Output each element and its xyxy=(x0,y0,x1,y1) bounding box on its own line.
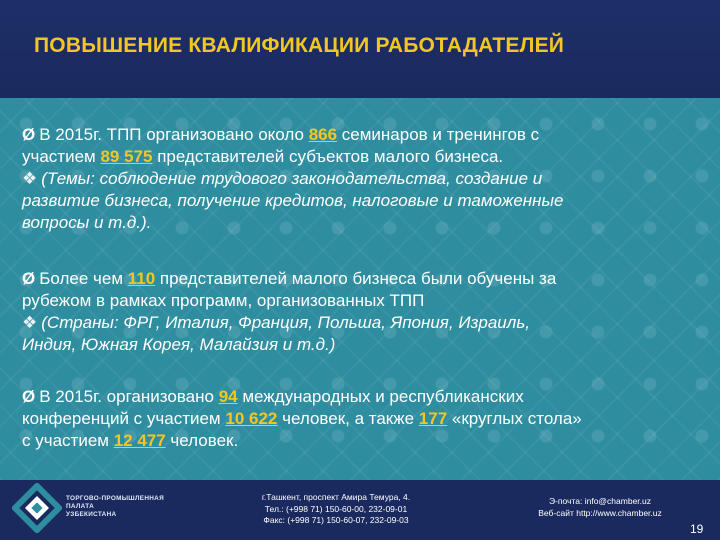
diamond-bullet-icon: ❖ xyxy=(22,169,38,188)
block-1-main-cont: участием 89 575 представителей субъектов малого бизнеса. xyxy=(22,147,504,166)
block-1-sub: ❖ (Темы: соблюдение трудового законодательства, создание и xyxy=(22,169,543,188)
block-3-main-cont: конференций с участием 10 622 человек, а также 177 «круглых стола» xyxy=(22,409,582,428)
trained-abroad-count: 110 xyxy=(127,269,156,288)
footer-website: Веб-сайт http://www.chamber.uz xyxy=(538,507,662,518)
block-2-main-cont: рубежом в рамках программ, организованных ТПП xyxy=(22,291,425,310)
conference-count: 94 xyxy=(218,387,238,406)
arrow-bullet-icon: Ø xyxy=(22,269,36,288)
info-block-2 xyxy=(22,268,686,356)
block-3-main: Ø В 2015г. организовано 94 международных и республиканских xyxy=(22,387,524,406)
round-table-participants: 12 477 xyxy=(113,431,166,450)
block-2-sub: ❖ (Страны: ФРГ, Италия, Франция, Польша, Япония, Израиль, xyxy=(22,313,531,332)
footer-address: г.Ташкент, проспект Амира Темура, 4. Тел.: (+998 71) 150-60-00, 232-09-01 Факс: (+998 71) 150-60-07, 232-09-03 xyxy=(261,492,411,525)
block-2-sub-line-2: Индия, Южная Корея, Малайзия и т.д.) xyxy=(22,335,336,354)
block-1-sub-line-2: развитие бизнеса, получение кредитов, налоговые и таможенные xyxy=(22,191,564,210)
arrow-bullet-icon: Ø xyxy=(22,387,36,406)
conference-participants: 10 622 xyxy=(225,409,278,428)
diamond-bullet-icon: ❖ xyxy=(22,313,38,332)
block-1-main: Ø В 2015г. ТПП организовано около 866 семинаров и тренингов с xyxy=(22,125,540,144)
block-1-sub-line-3: вопросы и т.д.). xyxy=(22,213,152,232)
block-2-main: Ø Более чем 110 представителей малого бизнеса были обучены за xyxy=(22,269,557,288)
chamber-logo-icon xyxy=(12,483,62,533)
info-block-3 xyxy=(22,386,686,452)
round-table-count: 177 xyxy=(418,409,448,428)
slide-title: ПОВЫШЕНИЕ КВАЛИФИКАЦИИ РАБОТАДАТЕЛЕЙ xyxy=(34,34,565,57)
seminar-count: 866 xyxy=(308,125,338,144)
footer-email: Э-почта: info@chamber.uz xyxy=(548,496,652,506)
footer-contacts xyxy=(500,496,700,519)
participant-count: 89 575 xyxy=(100,147,153,166)
page-number: 19 xyxy=(690,522,704,536)
info-block-1 xyxy=(22,124,686,234)
logo-text: ТОРГОВО-ПРОМЫШЛЕННАЯ ПАЛАТА УЗБЕКИСТАНА xyxy=(66,495,164,518)
block-3-main-end: с участием 12 477 человек. xyxy=(22,431,239,450)
arrow-bullet-icon: Ø xyxy=(22,125,36,144)
